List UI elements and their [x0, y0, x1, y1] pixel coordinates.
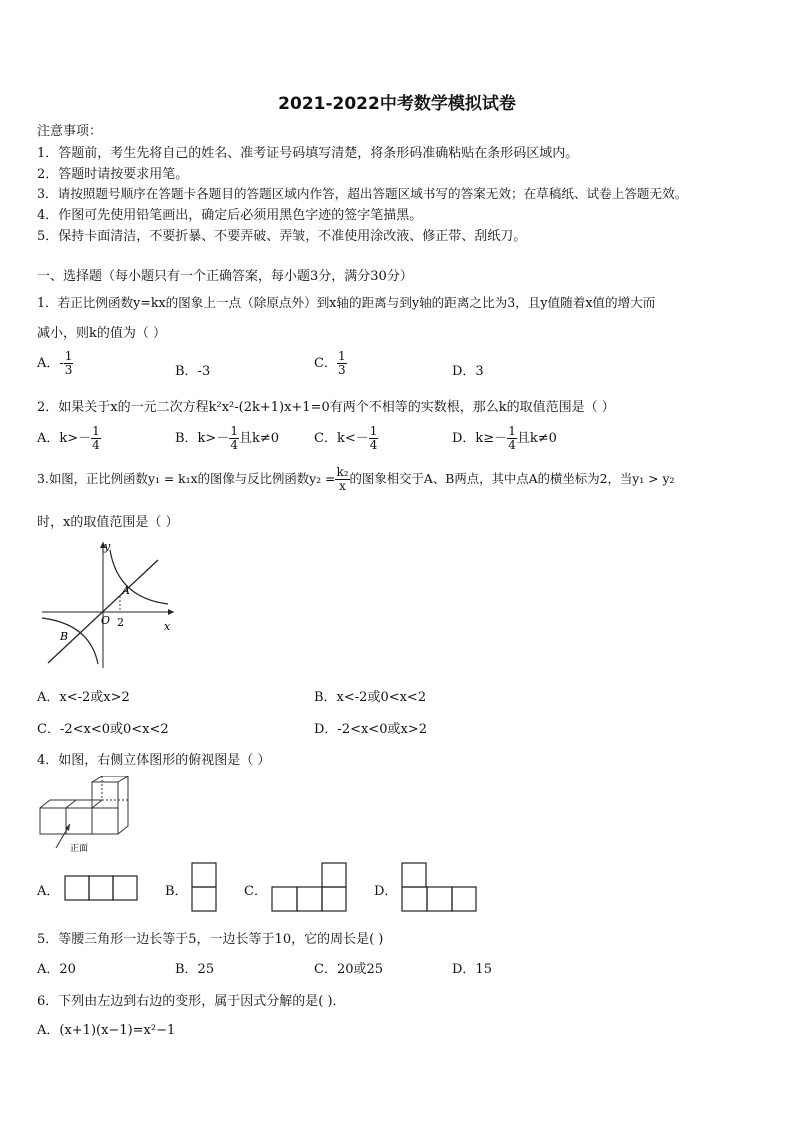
- option-tail: 且k≠0: [516, 431, 557, 446]
- denominator: x: [339, 479, 346, 493]
- cube-face: [66, 808, 92, 834]
- notice-item: 2．答题时请按要求用笔。: [37, 167, 189, 182]
- label-b: B: [60, 630, 69, 643]
- question-1-line1: 1．若正比例函数y=kx的图象上一点（除原点外）到x轴的距离与到y轴的距离之比为3，且y值随着x值的增大而: [37, 295, 656, 310]
- grid-square: [402, 887, 427, 911]
- q3-option-b[interactable]: B．x<-2或0<x<2: [314, 690, 427, 705]
- option-label: A．k>－: [37, 431, 92, 446]
- q3-text-b: 的图象相交于A、B两点，其中点A的横坐标为2，当y₁ > y₂: [349, 471, 675, 486]
- right-side: [118, 776, 128, 834]
- page-title: 2021-2022中考数学模拟试卷: [278, 94, 516, 114]
- numerator: 1: [369, 424, 378, 438]
- q6-option-a[interactable]: A．(x+1)(x−1)=x²−1: [37, 1023, 176, 1038]
- upper-top: [92, 776, 128, 782]
- question-3-line2: 时，x的取值范围是（ ）: [37, 515, 179, 530]
- notice-item: 5．保持卡面清洁，不要折暴、不要弄破、弄皱，不准使用涂改液、修正带、刮纸刀。: [37, 229, 527, 244]
- denominator: 4: [508, 438, 516, 452]
- denominator: 4: [92, 438, 100, 452]
- grid-square: [427, 887, 452, 911]
- option-label: A．-: [37, 356, 64, 371]
- q5-option-b[interactable]: B．25: [175, 962, 215, 977]
- q1-option-d[interactable]: D．3: [452, 364, 484, 379]
- q1-option-b[interactable]: B．-3: [175, 364, 211, 379]
- grid-square: [65, 876, 89, 900]
- q5-option-a[interactable]: A．20: [37, 962, 76, 977]
- top-edge: [66, 800, 76, 808]
- label-y: y: [104, 540, 111, 553]
- q2-option-d[interactable]: [452, 425, 557, 452]
- fraction: [369, 425, 379, 452]
- numerator: 1: [508, 424, 516, 438]
- question-6: 6．下列由左边到右边的变形，属于因式分解的是( )．: [37, 994, 346, 1009]
- numerator: k₂: [336, 465, 349, 479]
- fraction: [91, 425, 101, 452]
- fraction: [335, 466, 349, 493]
- q4-option-a-figure: [64, 875, 138, 901]
- numerator: 1: [337, 349, 346, 363]
- grid-square: [272, 887, 297, 911]
- q1-option-a[interactable]: [37, 350, 73, 377]
- option-tail: 且k≠0: [238, 431, 280, 446]
- question-4: 4．如图，右侧立体图形的俯视图是（ ）: [37, 753, 271, 768]
- q5-option-c[interactable]: C．20或25: [314, 962, 384, 977]
- notice-item: 3．请按照题号顺序在答题卡各题目的答题区域内作答，超出答题区域书写的答案无效；在草稿纸、试卷上答题无效。: [37, 186, 688, 201]
- q4-option-c[interactable]: C．: [244, 884, 267, 899]
- grid-square: [192, 887, 216, 911]
- question-1-line2: 减小，则k的值为（ ）: [37, 326, 167, 341]
- q2-option-a[interactable]: [37, 425, 101, 452]
- grid-square: [322, 887, 346, 911]
- q1-option-c[interactable]: [314, 350, 347, 377]
- x-axis-arrow: [168, 609, 174, 615]
- q4-option-b[interactable]: B．: [165, 884, 188, 899]
- section-heading: 一、选择题（每小题只有一个正确答案，每小题3分，满分30分）: [37, 269, 413, 284]
- question-5: 5．等腰三角形一边长等于5，一边长等于10，它的周长是( ): [37, 932, 384, 947]
- front-label: 正面: [70, 844, 89, 854]
- q3-option-a[interactable]: A．x<-2或x>2: [37, 690, 130, 705]
- grid-square: [192, 863, 216, 887]
- grid-square: [113, 876, 137, 900]
- option-label: C．: [314, 356, 337, 371]
- option-label: D．k≥－: [452, 431, 508, 446]
- question-3-line1: [37, 466, 674, 493]
- q4-solid-figure: [38, 776, 138, 856]
- q3-function-graph: [40, 538, 180, 670]
- option-label: C．k<－: [314, 431, 369, 446]
- denominator: 3: [64, 363, 73, 377]
- grid-square: [452, 887, 476, 911]
- q3-text-a: 3.如图，正比例函数y₁ = k₁x的图像与反比例函数y₂ =: [37, 471, 336, 486]
- denominator: 3: [337, 363, 346, 377]
- q4-option-c-figure: [271, 862, 347, 912]
- numerator: 1: [64, 349, 73, 363]
- q4-option-d-figure: [401, 862, 477, 912]
- q2-option-b[interactable]: [175, 425, 279, 452]
- q4-option-a[interactable]: A．: [37, 884, 60, 899]
- notice-item: 1．答题前，考生先将自己的姓名、准考证号码填写清楚，将条形码准确粘贴在条形码区域内。: [37, 146, 579, 161]
- question-2: 2．如果关于x的一元二次方程k²x²-(2k+1)x+1=0有两个不相等的实数根，那么k的取值范围是（ ）: [37, 400, 615, 415]
- numerator: 1: [92, 424, 100, 438]
- grid-square: [402, 863, 426, 887]
- fraction: [64, 350, 74, 377]
- q5-option-d[interactable]: D．15: [452, 962, 492, 977]
- grid-square: [297, 887, 322, 911]
- label-a: A: [122, 584, 130, 597]
- q3-option-c[interactable]: C．-2<x<0或0<x<2: [37, 722, 169, 737]
- fraction: [229, 425, 239, 452]
- grid-square: [322, 863, 346, 887]
- upper-cube: [92, 782, 118, 808]
- label-x: x: [164, 620, 171, 633]
- fraction: [507, 425, 517, 452]
- grid-square: [89, 876, 113, 900]
- denominator: 4: [230, 438, 238, 452]
- notice-heading: 注意事项：: [37, 124, 103, 139]
- q3-option-d[interactable]: D．-2<x<0或x>2: [314, 722, 427, 737]
- fraction: [337, 350, 347, 377]
- label-origin: O: [101, 614, 111, 627]
- q4-option-d[interactable]: D．: [374, 884, 398, 899]
- option-label: B．k>－: [175, 431, 230, 446]
- cube-face: [92, 808, 118, 834]
- numerator: 1: [230, 424, 238, 438]
- notice-item: 4．作图可先使用铅笔画出，确定后必须用黑色字迹的签字笔描黑。: [37, 208, 423, 223]
- label-two: 2: [117, 616, 124, 629]
- cube-face: [40, 808, 66, 834]
- q2-option-c[interactable]: [314, 425, 378, 452]
- denominator: 4: [369, 438, 378, 452]
- q4-option-b-figure: [191, 862, 217, 912]
